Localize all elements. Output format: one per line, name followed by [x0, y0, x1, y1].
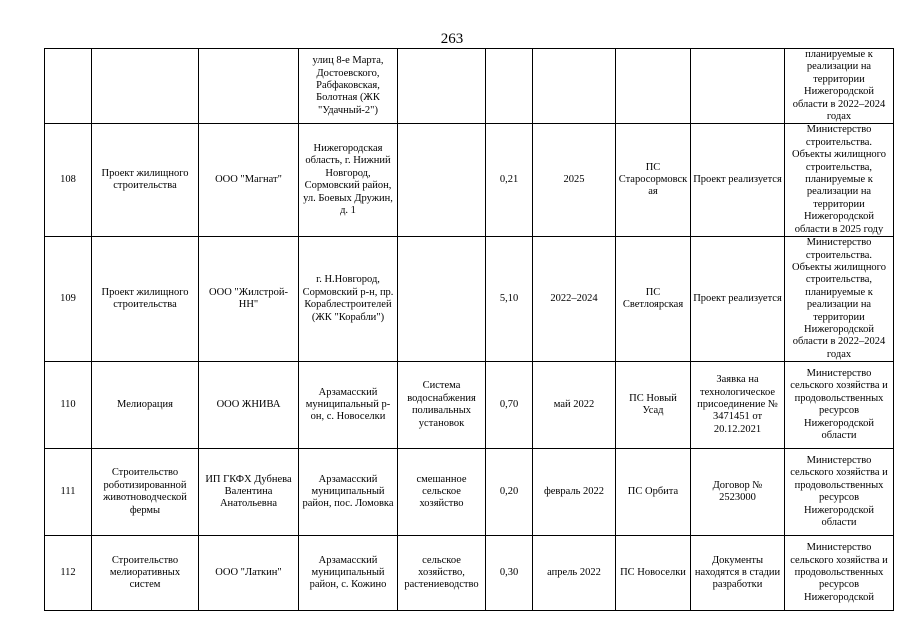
cell-num: 112	[45, 536, 92, 611]
cell-power: 0,20	[486, 449, 533, 536]
cell-power: 0,70	[486, 362, 533, 449]
cell-status: Заявка на технологическое присоединение № 3471451 от 20.12.2021	[691, 362, 785, 449]
cell-period: апрель 2022	[533, 536, 616, 611]
cell-substation	[616, 49, 691, 124]
cell-num	[45, 49, 92, 124]
projects-table	[44, 48, 894, 611]
cell-type: Проект жилищного строительства	[92, 124, 199, 237]
cell-source: Министерство сельского хозяйства и продовольственных ресурсов Нижегородской области	[785, 449, 894, 536]
cell-source: Министерство строительства. Объекты жилищного строительства, планируемые к реализации на территории Нижегородской области в 2022–2024 годах	[785, 237, 894, 362]
cell-power	[486, 49, 533, 124]
cell-org: ИП ГКФХ Дубнева Валентина Анатольевна	[199, 449, 299, 536]
cell-power: 0,21	[486, 124, 533, 237]
cell-type: Строительство мелиоративных систем	[92, 536, 199, 611]
cell-org: ООО "Жилстрой-НН"	[199, 237, 299, 362]
cell-location: Арзамасский муниципальный р-он, с. Новоселки	[299, 362, 398, 449]
cell-substation: ПС Новоселки	[616, 536, 691, 611]
cell-purpose	[398, 124, 486, 237]
cell-location: Нижегородская область, г. Нижний Новгород, Сормовский район, ул. Боевых Дружин, д. 1	[299, 124, 398, 237]
cell-source: Министерство сельского хозяйства и продовольственных ресурсов Нижегородской	[785, 536, 894, 611]
cell-status: Договор № 2523000	[691, 449, 785, 536]
cell-source: планируемые к реализации на территории Нижегородской области в 2022–2024 годах	[785, 49, 894, 124]
cell-purpose	[398, 237, 486, 362]
table-row	[45, 237, 894, 362]
cell-purpose: Система водоснабжения поливальных установок	[398, 362, 486, 449]
cell-period: 2022–2024	[533, 237, 616, 362]
cell-status: Проект реализуется	[691, 237, 785, 362]
cell-status: Документы находятся в стадии разработки	[691, 536, 785, 611]
cell-num: 111	[45, 449, 92, 536]
cell-substation: ПС Старосормовская	[616, 124, 691, 237]
cell-num: 110	[45, 362, 92, 449]
cell-org: ООО "Магнат"	[199, 124, 299, 237]
cell-substation: ПС Светлоярская	[616, 237, 691, 362]
cell-org: ООО "Латкин"	[199, 536, 299, 611]
table-row-continuation	[45, 49, 894, 124]
cell-purpose	[398, 49, 486, 124]
cell-source: Министерство строительства. Объекты жилищного строительства, планируемые к реализации на территории Нижегородской области в 2025 году	[785, 124, 894, 237]
cell-period: февраль 2022	[533, 449, 616, 536]
table-row	[45, 449, 894, 536]
cell-status	[691, 49, 785, 124]
cell-type: Проект жилищного строительства	[92, 237, 199, 362]
cell-type: Строительство роботизированной животноводческой фермы	[92, 449, 199, 536]
table-row	[45, 536, 894, 611]
cell-purpose: смешанное сельское хозяйство	[398, 449, 486, 536]
cell-type	[92, 49, 199, 124]
cell-org	[199, 49, 299, 124]
cell-num: 109	[45, 237, 92, 362]
cell-period: 2025	[533, 124, 616, 237]
cell-substation: ПС Новый Усад	[616, 362, 691, 449]
cell-source: Министерство сельского хозяйства и продовольственных ресурсов Нижегородской области	[785, 362, 894, 449]
cell-period	[533, 49, 616, 124]
cell-purpose: сельское хозяйство, растениеводство	[398, 536, 486, 611]
cell-power: 5,10	[486, 237, 533, 362]
cell-type: Мелиорация	[92, 362, 199, 449]
page-number: 263	[440, 31, 464, 47]
cell-org: ООО ЖНИВА	[199, 362, 299, 449]
cell-status: Проект реализуется	[691, 124, 785, 237]
cell-substation: ПС Орбита	[616, 449, 691, 536]
cell-location: г. Н.Новгород, Сормовский р-н, пр. Кораблестроителей (ЖК "Корабли")	[299, 237, 398, 362]
cell-location: Арзамасский муниципальный район, пос. Ломовка	[299, 449, 398, 536]
table-row	[45, 362, 894, 449]
cell-power: 0,30	[486, 536, 533, 611]
cell-period: май 2022	[533, 362, 616, 449]
cell-num: 108	[45, 124, 92, 237]
cell-location: Арзамасский муниципальный район, с. Кожино	[299, 536, 398, 611]
cell-location: улиц 8-е Марта, Достоевского, Рабфаковская, Болотная (ЖК "Удачный-2")	[299, 49, 398, 124]
table-row	[45, 124, 894, 237]
